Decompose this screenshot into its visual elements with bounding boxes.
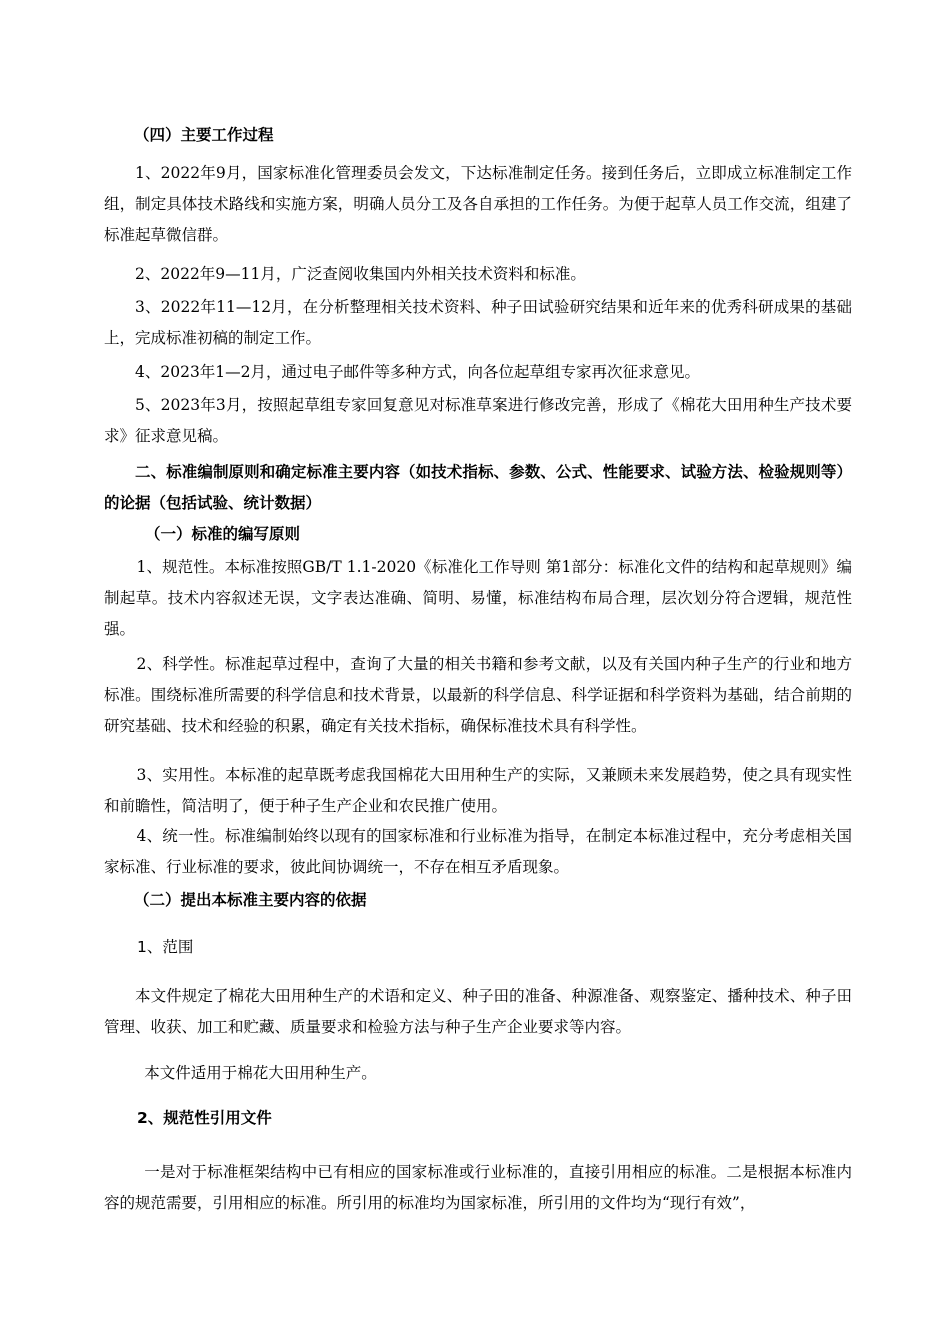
principle-3: 3、实用性。本标准的起草既考虑我国棉花大田用种生产的实际，又兼顾未来发展趋势，使之具有现实性和前瞻性，简洁明了，便于种子生产企业和农民推广使用。 <box>104 766 852 815</box>
principle-2: 2、科学性。标准起草过程中，查询了大量的相关书籍和参考文献，以及有关国内种子生产的行业和地方标准。围绕标准所需要的科学信息和技术背景，以最新的科学信息、科学证据和科学资料为基础，结合前期的研究基础、技术和经验的积累，确定有关技术指标，确保标准技术具有科学性。 <box>104 655 852 735</box>
principle-4: 4、统一性。标准编制始终以现有的国家标准和行业标准为指导，在制定本标准过程中，充分考虑相关国家标准、行业标准的要求，彼此间协调统一，不存在相互矛盾现象。 <box>104 827 852 876</box>
process-item-4: 4、2023年1—2月，通过电子邮件等多种方式，向各位起草组专家再次征求意见。 <box>135 363 701 381</box>
principle-1: 1、规范性。本标准按照GB/T 1.1-2020《标准化工作导则 第1部分：标准化文件的结构和起草规则》编制起草。技术内容叙述无误，文字表达准确、简明、易懂，标准结构布局合理，层次划分符合逻辑，规范性强。 <box>104 558 852 638</box>
process-item-5: 5、2023年3月，按照起草组专家回复意见对标准草案进行修改完善，形成了《棉花大田用种生产技术要求》征求意见稿。 <box>104 396 852 445</box>
section-4-heading: （四）主要工作过程 <box>134 126 274 144</box>
part-2-heading: 二、标准编制原则和确定标准主要内容（如技术指标、参数、公式、性能要求、试验方法、检验规则等）的论据（包括试验、统计数据） <box>104 463 852 512</box>
scope-text-2: 本文件适用于棉花大田用种生产。 <box>144 1064 377 1082</box>
process-item-2: 2、2022年9—11月，广泛查阅收集国内外相关技术资料和标准。 <box>135 265 586 283</box>
refs-text: 一是对于标准框架结构中已有相应的国家标准或行业标准的，直接引用相应的标准。二是根据本标准内容的规范需要，引用相应的标准。所引用的标准均为国家标准，所引用的文件均为“现行有效”， <box>104 1163 852 1212</box>
scope-text-1: 本文件规定了棉花大田用种生产的术语和定义、种子田的准备、种源准备、观察鉴定、播种技术、种子田管理、收获、加工和贮藏、质量要求和检验方法与种子生产企业要求等内容。 <box>104 987 852 1036</box>
refs-heading: 2、规范性引用文件 <box>137 1109 272 1127</box>
process-item-3: 3、2022年11—12月，在分析整理相关技术资料、种子田试验研究结果和近年来的优秀科研成果的基础上，完成标准初稿的制定工作。 <box>104 298 852 347</box>
sub-2-heading: （二）提出本标准主要内容的依据 <box>134 891 367 909</box>
process-item-1: 1、2022年9月，国家标准化管理委员会发文，下达标准制定任务。接到任务后，立即成立标准制定工作组，制定具体技术路线和实施方案，明确人员分工及各自承担的工作任务。为便于起草人员工作交流，组建了标准起草微信群。 <box>104 164 852 244</box>
sub-1-heading: （一）标准的编写原则 <box>145 525 301 543</box>
scope-heading: 1、范围 <box>137 938 194 956</box>
